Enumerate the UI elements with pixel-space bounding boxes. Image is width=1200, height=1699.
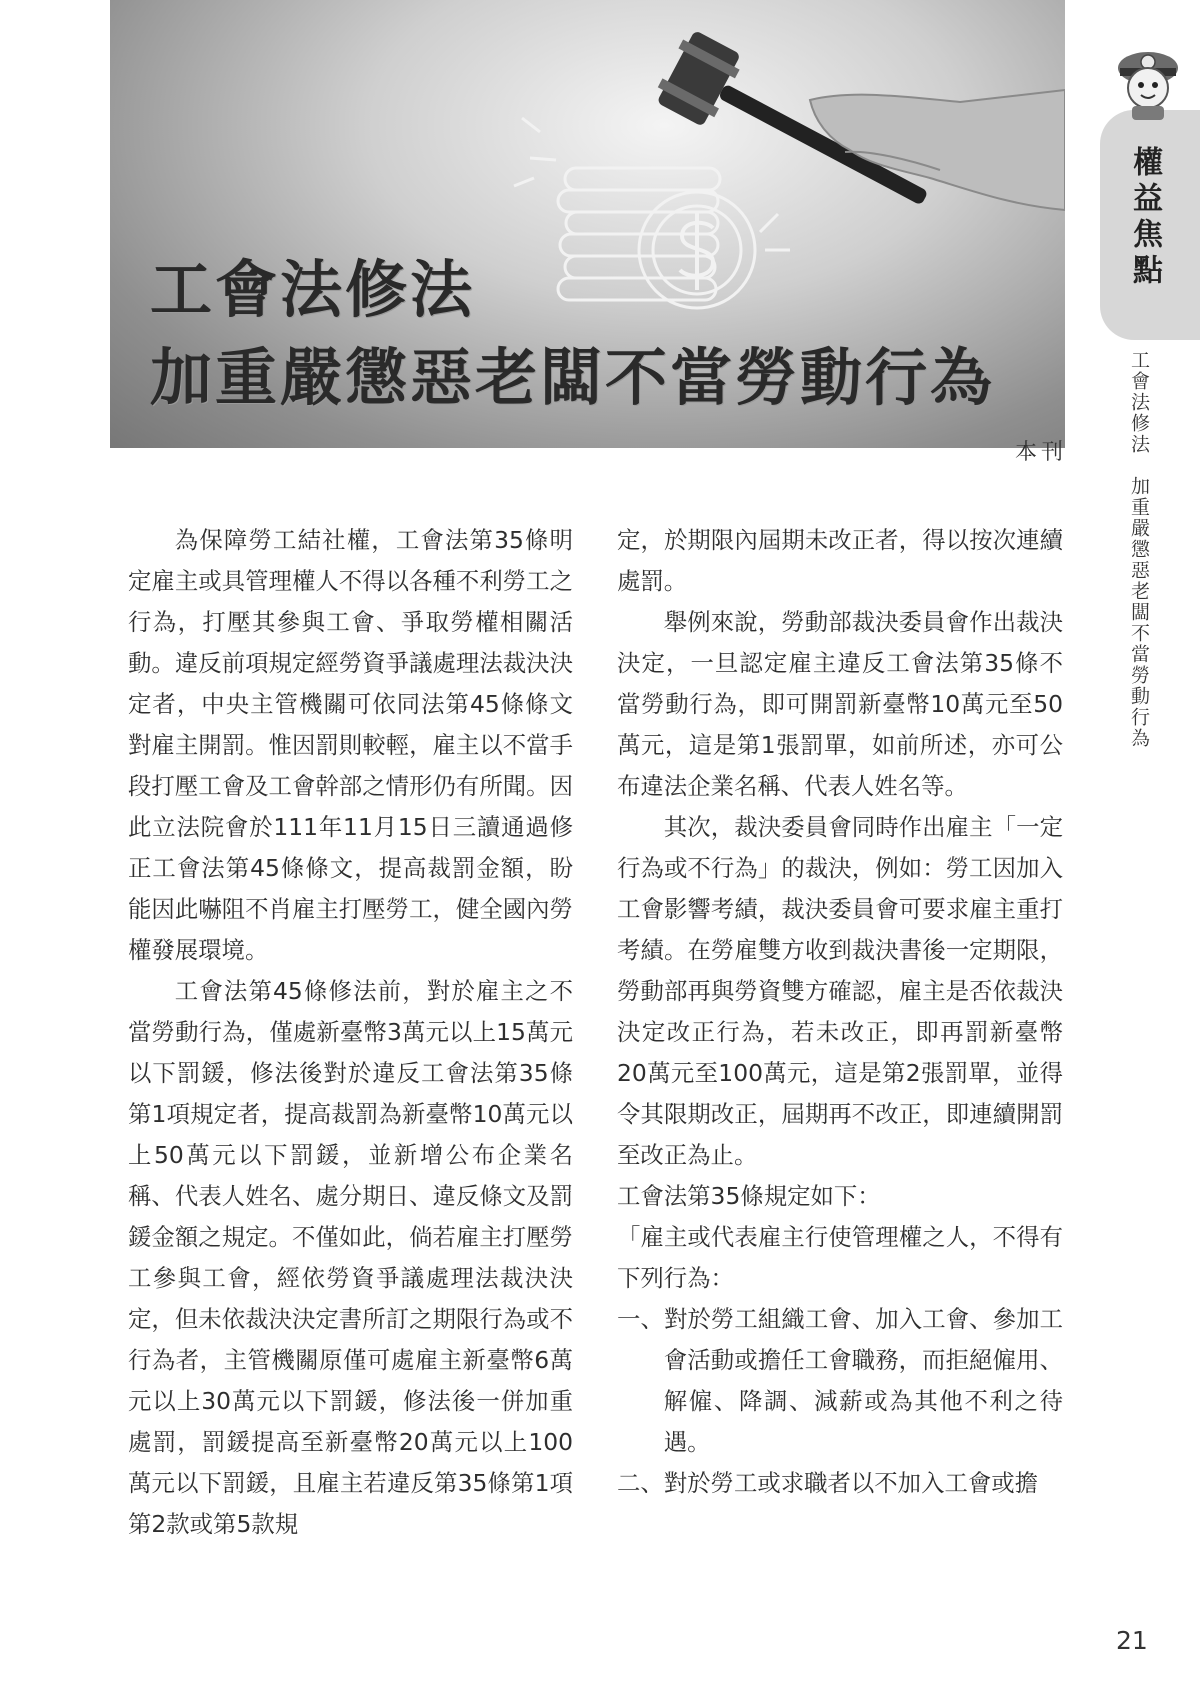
quote-open: 「雇主或代表雇主行使管理權之人，不得有下列行為： — [617, 1223, 1063, 1292]
section-label: 權益焦點 — [1127, 146, 1162, 290]
hero-banner — [110, 0, 1065, 448]
paragraph: 其次，裁決委員會同時作出雇主「一定行為或不行為」的裁決，例如：勞工因加入工會影響考績，裁決委員會可要求雇主重打考績。在勞雇雙方收到裁決書後一定期限，勞動部再與勞資雙方確認，雇主是否依裁決決定改正行為，若未改正，即再罰新臺幣20萬元至100萬元，這是第2張罰單，並得令其限期改正，屆期再不改正，即連續開罰至改正為止。 — [617, 813, 1063, 1169]
page-number: 21 — [1116, 1626, 1148, 1655]
title-line-1: 工會法修法 — [150, 253, 476, 326]
paragraph: 為保障勞工結社權，工會法第35條明定雇主或具管理權人不得以各種不利勞工之行為，打壓其參與工會、爭取勞權相關活動。違反前項規定經勞資爭議處理法裁決決定者，中央主管機關可依同法第45條條文對雇主開罰。惟因罰則較輕，雇主以不當手段打壓工會及工會幹部之情形仍有所聞。因此立法院會於111年11月15日三讀通過修正工會法第45條條文，提高裁罰金額，盼能因此嚇阻不肖雇主打壓勞工，健全國內勞權發展環境。 — [128, 526, 573, 964]
right-column — [617, 520, 1063, 1504]
list-item: 二、對於勞工或求職者以不加入工會或擔 — [617, 1469, 1039, 1497]
paragraph: 工會法第45條修法前，對於雇主之不當勞動行為，僅處新臺幣3萬元以上15萬元以下罰鍰，修法後對於違反工會法第35條第1項規定者，提高裁罰為新臺幣10萬元以上50萬元以下罰鍰，並新增公布企業名稱、代表人姓名、處分期日、違反條文及罰鍰金額之規定。不僅如此，倘若雇主打壓勞工參與工會，經依勞資爭議處理法裁決決定，但未依裁決決定書所訂之期限行為或不行為者，主管機關原僅可處雇主新臺幣6萬元以上30萬元以下罰鍰，修法後一併加重處罰，罰鍰提高至新臺幣20萬元以上100萬元以下罰鍰，且雇主若違反第35條第1項第2款或第5款規 — [128, 977, 573, 1538]
title-line-2: 加重嚴懲惡老闆不當勞動行為 — [150, 341, 996, 414]
byline: 本刊 — [1015, 440, 1068, 465]
law-intro: 工會法第35條規定如下： — [617, 1182, 881, 1210]
paragraph-continuation: 定，於期限內屆期未改正者，得以按次連續處罰。 — [617, 526, 1063, 595]
police-mascot-icon — [1108, 40, 1188, 120]
left-column — [128, 520, 573, 1545]
list-item: 一、對於勞工組織工會、加入工會、參加工會活動或擔任工會職務，而拒絕僱用、解僱、降調、減薪或為其他不利之待遇。 — [617, 1305, 1063, 1456]
running-title: 工會法修法 加重嚴懲惡老闆不當勞動行為 — [1128, 350, 1150, 749]
paragraph: 舉例來說，勞動部裁決委員會作出裁決決定，一旦認定雇主違反工會法第35條不當勞動行為，即可開罰新臺幣10萬元至50萬元，這是第1張罰單，如前所述，亦可公布違法企業名稱、代表人姓名等。 — [617, 608, 1063, 800]
